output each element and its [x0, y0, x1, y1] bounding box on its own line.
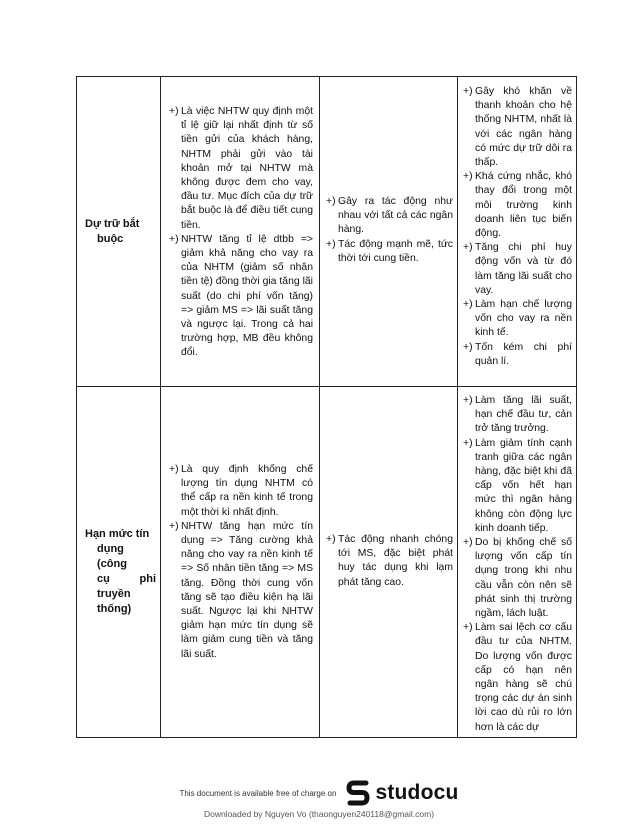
- row-1-mechanism-cell: [169, 105, 313, 361]
- row-2-label-line-2: dụng (công: [97, 543, 127, 570]
- row-2-advantage-item: [326, 533, 453, 590]
- bullet-marker: +): [463, 537, 473, 549]
- content-table: [76, 76, 577, 738]
- row-1-disadvantage-text: Làm hạn chế lượng vốn cho vay ra nền kinh tế.: [475, 299, 572, 339]
- row-2-disadvantage-item: [463, 536, 572, 621]
- bullet-marker: +): [463, 341, 473, 353]
- row-2-mechanism-text: NHTW tăng hạn mức tín dụng => Tăng cường khả năng cho vay ra nền kinh tế => Số nhân tiền tăng => MS tăng. Đồng thời cung vốn tăng sẽ tạo điều kiện hạ lãi suất. Ngược lại khi NHTW giảm hạn mức tín dụng sẽ làm giảm cung tiền và tăng lãi suất.: [181, 520, 313, 660]
- row-2-mechanism-cell: [169, 463, 313, 662]
- studocu-brand[interactable]: [346, 780, 458, 806]
- bullet-marker: +): [463, 86, 473, 97]
- row-1-disadvantage-text: Tăng chi phí huy động vốn và từ đó làm tăng lãi suất cho vay.: [475, 242, 572, 296]
- bullet-marker: +): [463, 622, 473, 634]
- row-1-advantage-item: [326, 195, 453, 238]
- bullet-marker: +): [326, 196, 336, 207]
- column-divider: [457, 77, 458, 737]
- bullet-marker: +): [463, 299, 473, 311]
- row-2-advantage-text: Tác động nhanh chóng tới MS, đặc biệt phát huy tác dụng khi lạm phát tăng cao.: [338, 534, 453, 588]
- row-2-disadvantage-item: [463, 621, 572, 735]
- row-2-disadvantage-text: Làm giảm tính cạnh tranh giữa các ngân hàng, đặc biệt khi đã cấp vốn hết hạn mức thì ngân hàng không còn động lực kinh doanh tiếp.: [475, 437, 572, 534]
- row-2-label-line-3: cụ phi: [97, 573, 156, 585]
- row-divider: [77, 386, 576, 387]
- row-1-disadvantage-text: Tốn kém chi phí quản lí.: [475, 341, 572, 367]
- row-2-label-line-5: thống): [97, 603, 132, 615]
- bullet-marker: +): [169, 106, 179, 117]
- availability-notice: This document is available free of charge on: [179, 788, 337, 798]
- row-2-disadvantage-text: Làm tăng lãi suất, hạn chế đầu tư, cản trở tăng trưởng.: [475, 395, 572, 435]
- row-2-disadvantage-text: Do bị khống chế số lượng vốn cấp tín dụng trong khi nhu cầu vẫn còn nên sẽ phát sinh thị trường ngầm, lách luật.: [475, 537, 572, 620]
- row-1-label-line-2: buộc: [97, 233, 124, 245]
- bullet-marker: +): [463, 395, 473, 406]
- bullet-marker: +): [463, 242, 473, 254]
- row-2-label-line-1: Hạn mức tín: [85, 528, 150, 540]
- column-divider: [160, 77, 161, 737]
- row-1-label: [77, 217, 160, 247]
- row-1-disadvantage-item: [463, 341, 572, 369]
- row-1-label-line-1: Dự trữ bắt: [85, 218, 140, 230]
- column-divider: [319, 77, 320, 737]
- row-1-disadvantage-text: Khá cứng nhắc, khó thay đổi trong một môi trường kinh doanh liên tục biến động.: [475, 171, 572, 240]
- row-2-advantages-cell: [326, 533, 453, 590]
- bullet-marker: +): [463, 171, 473, 183]
- row-2-label: [77, 527, 160, 617]
- bullet-marker: +): [169, 464, 179, 475]
- bullet-marker: +): [463, 437, 473, 449]
- row-1-mechanism-item: [169, 105, 313, 233]
- row-2-label-line-4: truyền: [97, 588, 131, 600]
- download-notice: Downloaded by Nguyen Vo (thaonguyen240118@gmail.com): [203, 809, 435, 819]
- row-1-disadvantage-item: [463, 298, 572, 341]
- bullet-marker: +): [326, 238, 336, 250]
- row-2-disadvantages-cell: [463, 394, 572, 736]
- studocu-wordmark: studocu: [375, 781, 459, 804]
- bullet-marker: +): [169, 520, 179, 532]
- row-1-disadvantage-text: Gây khó khăn về thanh khoản cho hệ thống NHTM, nhất là với các ngân hàng có mức dự trữ dôi ra thấp.: [475, 86, 572, 169]
- row-1-advantages-cell: [326, 195, 453, 266]
- bullet-marker: +): [169, 233, 179, 245]
- row-1-mechanism-item: [169, 233, 313, 361]
- row-1-mechanism-text: NHTW tăng tỉ lệ dtbb => giảm khả năng cho vay ra của NHTM (giảm số nhân tiền tệ) đồng thời gia tăng lãi suất (do chi phí vốn tăng) => giảm MS => lãi suất tăng và ngược lại. Trong cả hai trường hợp, MB đều không đổi.: [181, 233, 313, 359]
- row-1-advantage-item: [326, 238, 453, 266]
- row-2-disadvantage-item: [463, 394, 572, 437]
- row-2-mechanism-item: [169, 520, 313, 662]
- row-1-mechanism-text: Là việc NHTW quy định một tỉ lệ giữ lại nhất định từ số tiền gửi của khách hàng, NHTM phải gửi vào tài khoản mở tại NHTW mà không được đem cho vay, đầu tư. Mục đích của dự trữ bắt buộc là để điều tiết cung tiền.: [181, 106, 313, 231]
- row-2-disadvantage-item: [463, 437, 572, 536]
- bullet-marker: +): [326, 534, 336, 545]
- row-2-mechanism-text: Là quy định khống chế lượng tín dụng NHTM có thể cấp ra nền kinh tế trong một thời kì nhất định.: [181, 464, 313, 518]
- row-1-disadvantage-item: [463, 85, 572, 170]
- row-2-disadvantage-text: Làm sai lệch cơ cấu đầu tư của NHTM. Do lượng vốn được cấp có hạn nên ngân hàng sẽ chú trọng các dự án sinh lời cao dù rủi ro lớn hơn là các dự: [475, 622, 572, 733]
- row-1-disadvantage-item: [463, 241, 572, 298]
- studocu-footer: [0, 778, 638, 808]
- row-1-advantage-text: Gây ra tác động như nhau với tất cả các ngân hàng.: [338, 196, 453, 236]
- row-1-advantage-text: Tác động mạnh mẽ, tức thời tới cung tiền.: [338, 238, 453, 264]
- row-1-disadvantage-item: [463, 170, 572, 241]
- row-1-disadvantages-cell: [463, 85, 572, 369]
- studocu-logo-icon: [346, 780, 370, 806]
- row-2-mechanism-item: [169, 463, 313, 520]
